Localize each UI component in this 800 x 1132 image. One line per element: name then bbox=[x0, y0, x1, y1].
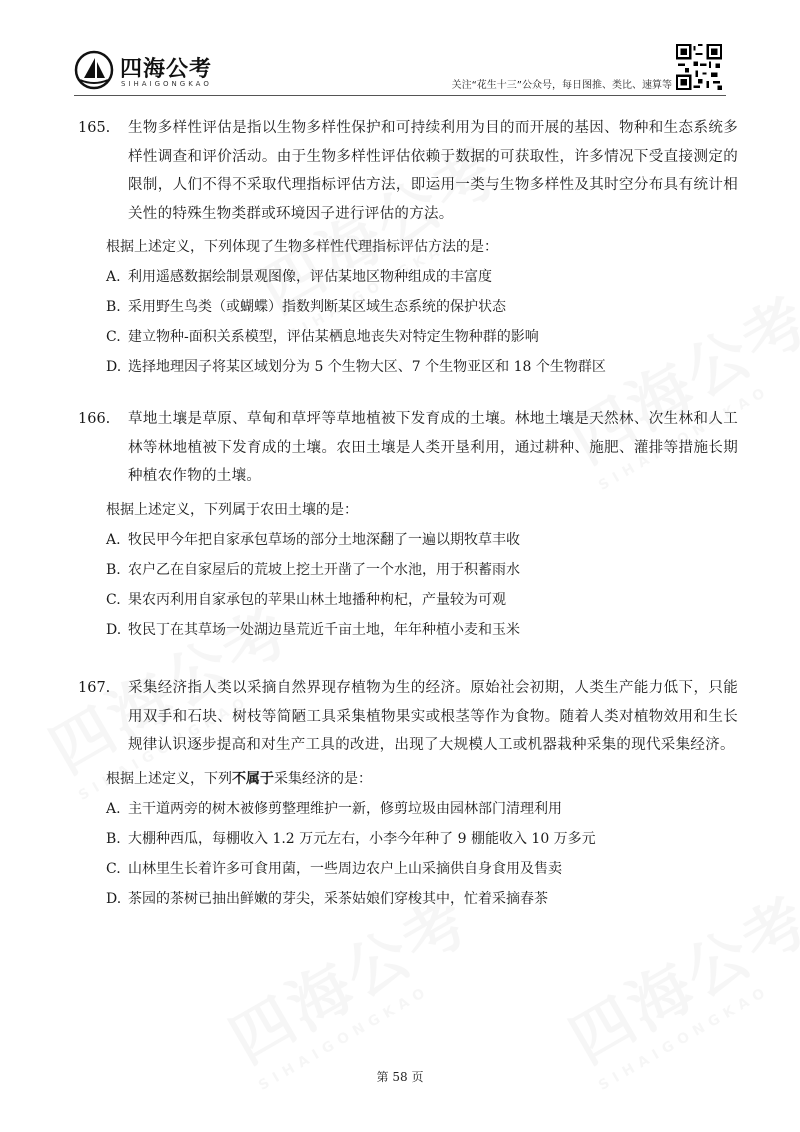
prompt-emphasis: 不属于 bbox=[232, 770, 274, 787]
question-167 bbox=[78, 674, 738, 914]
option-text: 茶园的茶树已抽出鲜嫩的芽尖，采茶姑娘们穿梭其中，忙着采摘春茶 bbox=[128, 890, 548, 907]
question-166 bbox=[78, 405, 738, 645]
option-letter: B. bbox=[106, 299, 121, 315]
option-letter: D. bbox=[106, 621, 122, 638]
brand-name: 四海公考 bbox=[120, 57, 213, 82]
option-c[interactable] bbox=[106, 585, 738, 615]
header-divider bbox=[74, 95, 726, 96]
option-letter: B. bbox=[106, 561, 121, 578]
option-b[interactable] bbox=[106, 824, 738, 854]
option-text: 采用野生鸟类（或蝴蝶）指数判断某区域生态系统的保护状态 bbox=[128, 299, 506, 315]
qr-code-icon bbox=[676, 44, 722, 90]
header-note: 关注“花生十三”公众号，每日图推、类比、速算等 bbox=[451, 80, 672, 91]
prompt-text: 根据上述定义，下列 bbox=[106, 770, 232, 787]
option-text: 建立物种-面积关系模型，评估某栖息地丧失对特定生物种群的影响 bbox=[128, 329, 539, 345]
logo-sailboat-icon bbox=[74, 50, 114, 90]
option-letter: A. bbox=[106, 269, 121, 285]
option-d[interactable] bbox=[106, 615, 738, 645]
option-letter: C. bbox=[106, 860, 121, 877]
option-b[interactable] bbox=[106, 555, 738, 585]
question-165 bbox=[78, 114, 738, 382]
option-letter: C. bbox=[106, 591, 121, 608]
page-header bbox=[0, 0, 800, 100]
question-stem: 草地土壤是草原、草甸和草坪等草地植被下发育成的土壤。林地土壤是天然林、次生林和人工林等林地植被下发育成的土壤。农田土壤是人类开垦利用，通过耕种、施肥、灌排等措施长期种植农作物的土壤。 bbox=[128, 411, 738, 484]
option-text: 利用遥感数据绘制景观图像，评估某地区物种组成的丰富度 bbox=[128, 269, 492, 285]
brand-subtitle: SIHAIGONGKAO bbox=[121, 80, 212, 88]
option-letter: A. bbox=[106, 800, 121, 817]
option-letter: D. bbox=[106, 890, 122, 907]
option-text: 果农丙利用自家承包的苹果山林土地播种枸杞，产量较为可观 bbox=[128, 591, 506, 608]
option-text: 山林里生长着许多可食用菌，一些周边农户上山采摘供自身食用及售卖 bbox=[128, 860, 562, 877]
option-text: 牧民丁在其草场一处湖边垦荒近千亩土地，年年种植小麦和玉米 bbox=[128, 621, 520, 638]
question-prompt: 根据上述定义，下列体现了生物多样性代理指标评估方法的是： bbox=[106, 239, 498, 255]
question-number: 167. bbox=[78, 680, 111, 696]
option-d[interactable] bbox=[106, 352, 738, 382]
option-letter: A. bbox=[106, 531, 121, 548]
question-stem: 生物多样性评估是指以生物多样性保护和可持续利用为目的而开展的基因、物种和生态系统多样性调查和评价活动。由于生物多样性评估依赖于数据的可获取性，许多情况下受直接测定的限制，人们不得不采取代理指标评估方法，即运用一类与生物多样性及其时空分布具有统计相关性的特殊生物类群或环境因子进行评估的方法。 bbox=[128, 120, 738, 222]
question-stem: 采集经济指人类以采摘自然界现存植物为生的经济。原始社会初期，人类生产能力低下，只能用双手和石块、树枝等简陋工具采集植物果实或根茎等作为食物。随着人类对植物效用和生长规律认识逐步提高和对生产工具的改进，出现了大规模人工或机器栽种采集的现代采集经济。 bbox=[128, 680, 738, 753]
question-number: 165. bbox=[78, 120, 111, 136]
option-text: 牧民甲今年把自家承包草场的部分土地深翻了一遍以期牧草丰收 bbox=[128, 531, 520, 548]
question-prompt: 根据上述定义，下列属于农田土壤的是： bbox=[106, 501, 358, 518]
option-c[interactable] bbox=[106, 322, 738, 352]
option-a[interactable] bbox=[106, 794, 738, 824]
option-c[interactable] bbox=[106, 854, 738, 884]
option-b[interactable] bbox=[106, 292, 738, 322]
option-letter: B. bbox=[106, 830, 121, 847]
option-letter: C. bbox=[106, 329, 121, 345]
prompt-text: 采集经济的是： bbox=[274, 770, 372, 787]
option-d[interactable] bbox=[106, 884, 738, 914]
option-letter: D. bbox=[106, 359, 122, 375]
option-text: 选择地理因子将某区域划分为 5 个生物大区、7 个生物亚区和 18 个生物群区 bbox=[128, 359, 606, 375]
option-text: 农户乙在自家屋后的荒坡上挖土开凿了一个水池，用于积蓄雨水 bbox=[128, 561, 520, 578]
option-text: 大棚种西瓜，每棚收入 1.2 万元左右，小李今年种了 9 棚能收入 10 万多元 bbox=[128, 830, 596, 847]
question-prompt bbox=[106, 764, 738, 794]
option-a[interactable] bbox=[106, 262, 738, 292]
question-number: 166. bbox=[78, 411, 111, 427]
option-text: 主干道两旁的树木被修剪整理维护一新，修剪垃圾由园林部门清理利用 bbox=[128, 800, 562, 817]
page-number: 第 58 页 bbox=[376, 1070, 424, 1084]
option-a[interactable] bbox=[106, 525, 738, 555]
